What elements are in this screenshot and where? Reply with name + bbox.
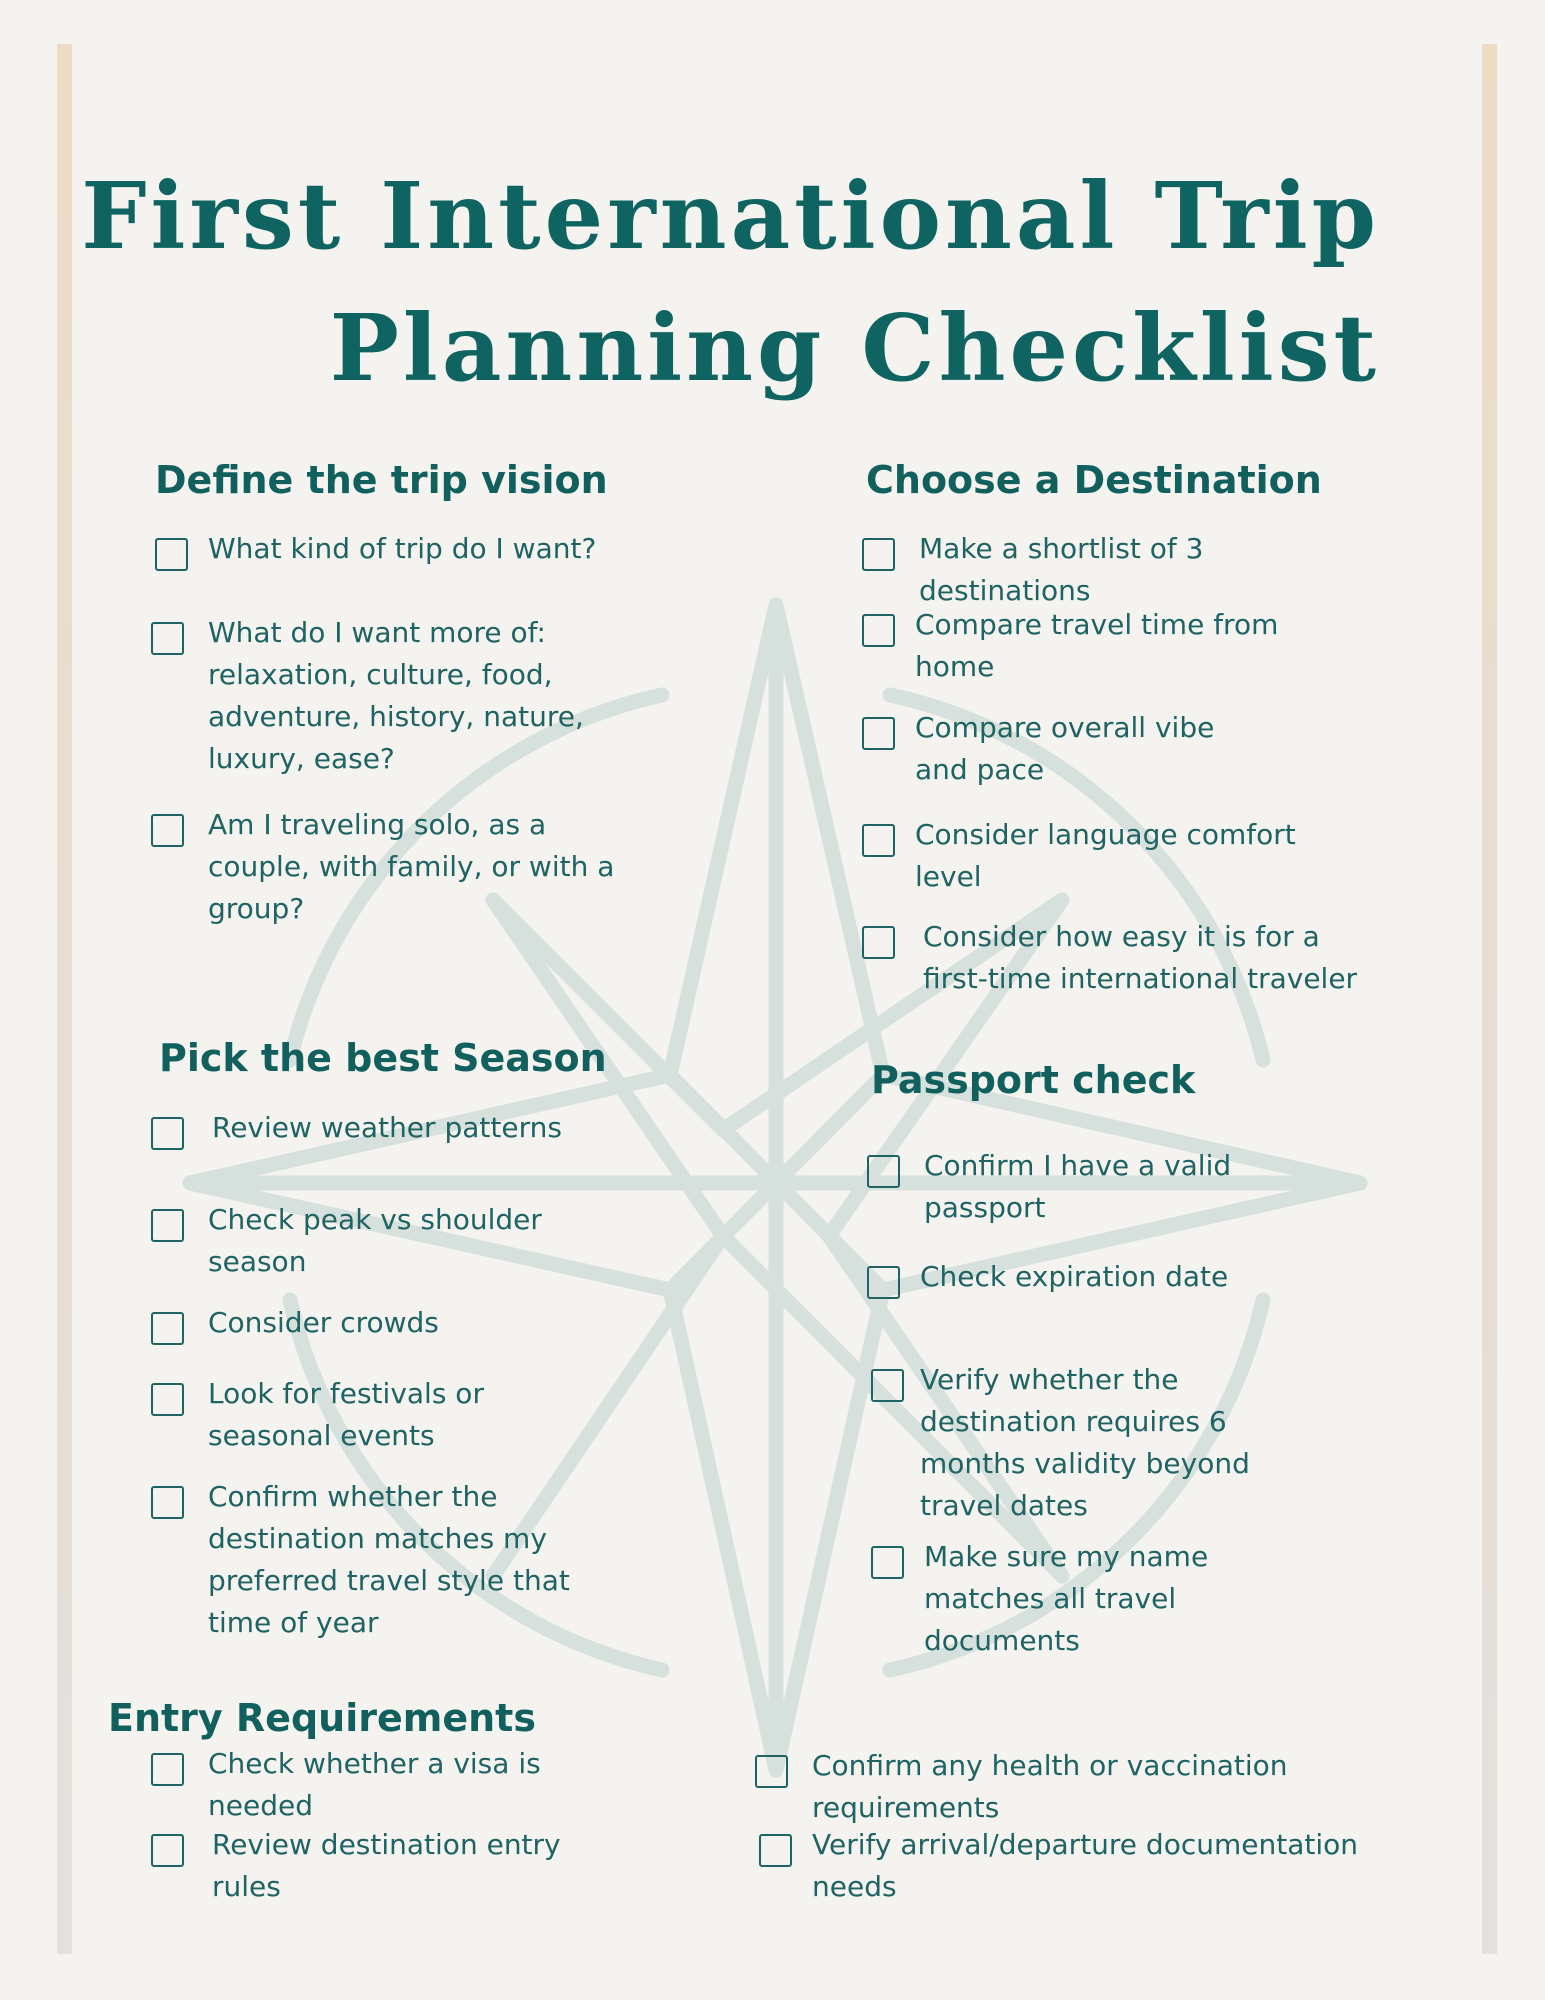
checkbox[interactable]	[151, 1486, 184, 1519]
title-line-2: Planning Checklist	[329, 294, 1380, 402]
checklist-item-label: Look for festivals or seasonal events	[208, 1377, 484, 1452]
checklist-item-label: Consider how easy it is for a first-time international traveler	[923, 920, 1358, 995]
checklist-item-label: Confirm whether the destination matches my preferred travel style that time of year	[208, 1480, 570, 1639]
checkbox[interactable]	[862, 824, 895, 857]
heading-passport: Passport check	[871, 1058, 1196, 1102]
checkbox[interactable]	[755, 1755, 788, 1788]
checklist-item-label: Review weather patterns	[212, 1111, 562, 1144]
checklist-item-label: Make sure my name matches all travel documents	[924, 1540, 1209, 1657]
checklist-item-label: Consider crowds	[208, 1306, 439, 1339]
checklist-item-label: Check peak vs shoulder season	[208, 1203, 542, 1278]
checkbox[interactable]	[871, 1546, 904, 1579]
checkbox[interactable]	[151, 1209, 184, 1242]
checkbox[interactable]	[151, 1312, 184, 1345]
checklist-item-label: Compare overall vibe and pace	[915, 711, 1215, 786]
checklist-item-label: What do I want more of: relaxation, culture, food, adventure, history, nature, luxury, ease?	[208, 616, 584, 775]
checkbox[interactable]	[867, 1266, 900, 1299]
checklist-item-label: Review destination entry rules	[212, 1828, 561, 1903]
checklist-item-label: Verify arrival/departure documentation needs	[812, 1828, 1358, 1903]
checkbox[interactable]	[151, 814, 184, 847]
checkbox[interactable]	[871, 1369, 904, 1402]
checkbox[interactable]	[151, 1834, 184, 1867]
checkbox[interactable]	[862, 614, 895, 647]
checkbox[interactable]	[151, 1753, 184, 1786]
checklist-item-label: Confirm any health or vaccination requirements	[812, 1749, 1288, 1824]
heading-trip-vision: Define the trip vision	[155, 458, 608, 502]
checkbox[interactable]	[862, 717, 895, 750]
heading-entry: Entry Requirements	[108, 1696, 536, 1740]
checklist-item-label: Verify whether the destination requires 6 months validity beyond travel dates	[920, 1363, 1250, 1522]
heading-season: Pick the best Season	[159, 1036, 607, 1080]
checklist-item-label: What kind of trip do I want?	[208, 532, 597, 565]
checkbox[interactable]	[862, 538, 895, 571]
checkbox[interactable]	[151, 1117, 184, 1150]
heading-destination: Choose a Destination	[866, 458, 1322, 502]
checkbox[interactable]	[151, 1383, 184, 1416]
checklist-item-label: Compare travel time from home	[915, 608, 1279, 683]
checkbox[interactable]	[759, 1834, 792, 1867]
checkbox[interactable]	[867, 1155, 900, 1188]
page-title	[81, 150, 1380, 414]
title-line-1: First International Trip	[81, 162, 1380, 270]
checkbox[interactable]	[155, 538, 188, 571]
checkbox[interactable]	[151, 622, 184, 655]
checklist-item-label: Make a shortlist of 3 destinations	[919, 532, 1204, 607]
checklist-item-label: Consider language comfort level	[915, 818, 1296, 893]
checklist-item-label: Check whether a visa is needed	[208, 1747, 541, 1822]
checkbox[interactable]	[862, 926, 895, 959]
checklist-item-label: Confirm I have a valid passport	[924, 1149, 1232, 1224]
checklist-item-label: Check expiration date	[920, 1260, 1229, 1293]
checklist-item-label: Am I traveling solo, as a couple, with family, or with a group?	[208, 808, 615, 925]
